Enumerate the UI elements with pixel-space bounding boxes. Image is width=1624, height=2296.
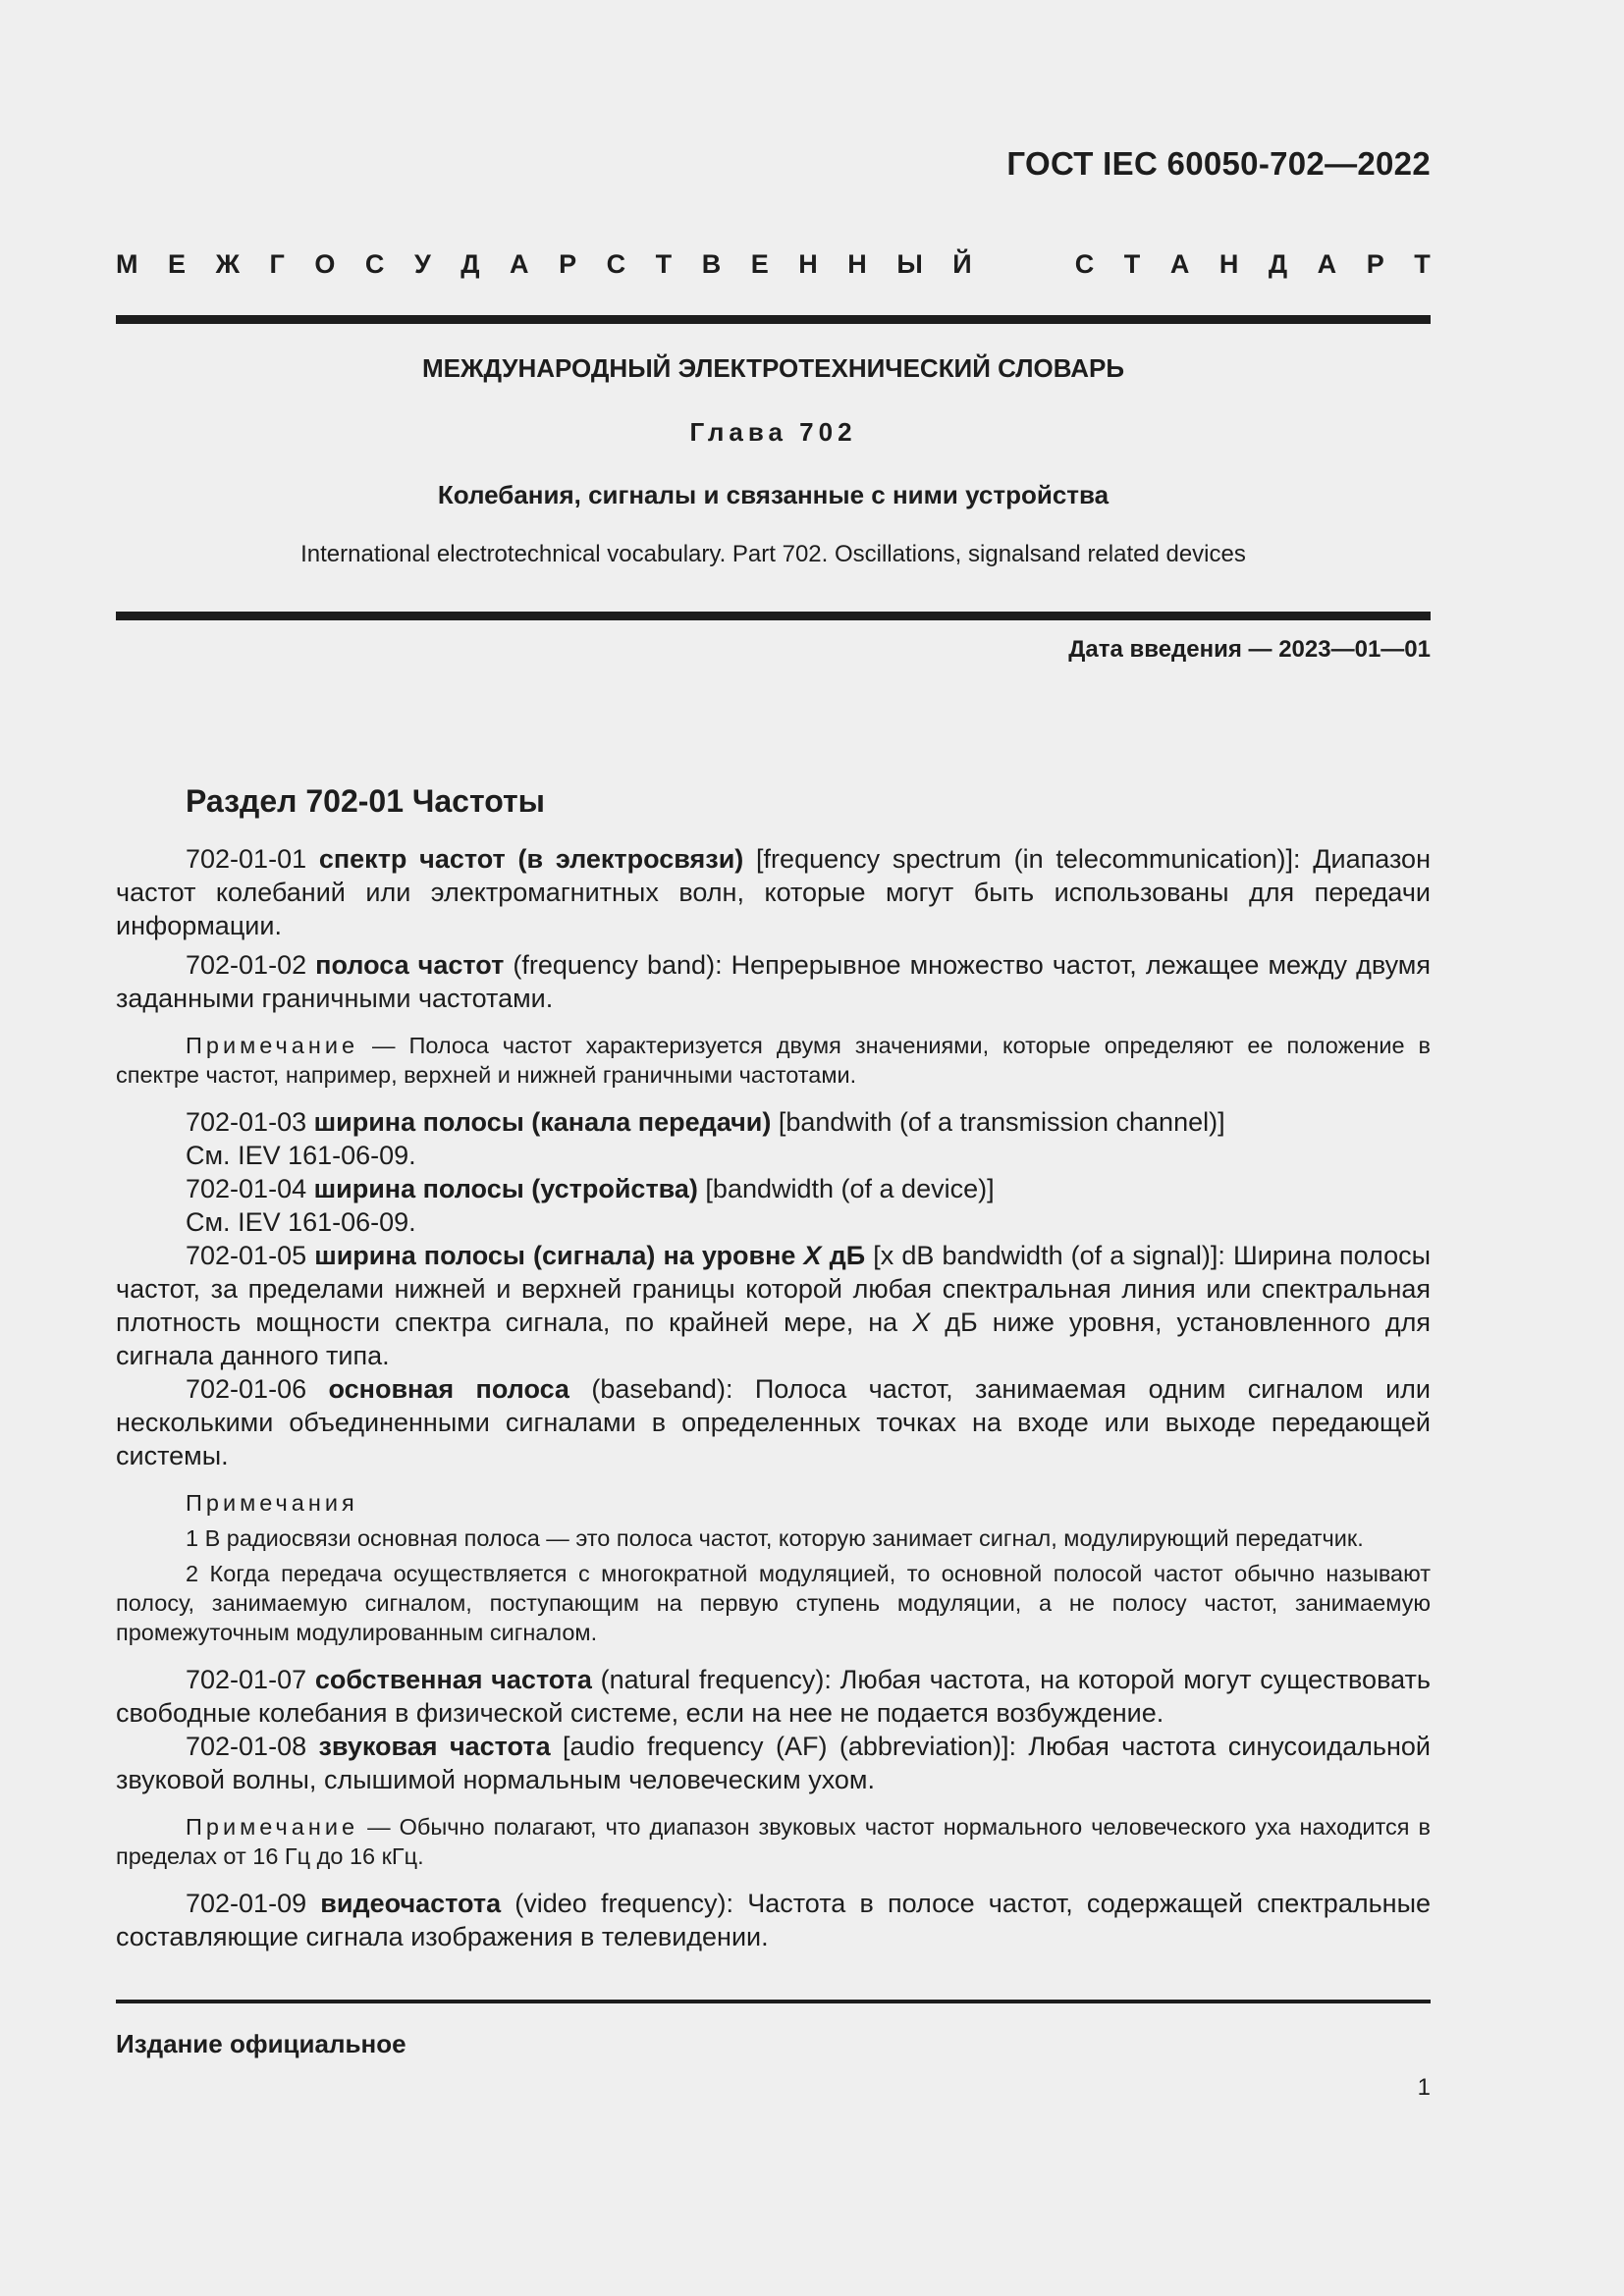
interstate-letter: А [1317,249,1337,279]
interstate-letter: Е [750,249,769,279]
entry-definition: (video frequency): Частота в полосе частот, содержащей спектральные составляющие сигнала изображения в телевидении. [116,1889,1431,1951]
english-title: International electrotechnical vocabulary. Part 702. Oscillations, signalsand related devices [300,541,1246,567]
interstate-letter: Р [1366,249,1384,279]
term-entry [116,1887,1431,1953]
interstate-letter: О [314,249,336,279]
entry-term: собственная частота [314,1665,592,1694]
document-title: МЕЖДУНАРОДНЫЙ ЭЛЕКТРОТЕХНИЧЕСКИЙ СЛОВАРЬ [421,353,1125,383]
entry-definition: (frequency band): Непрерывное множество частот, лежащее между двумя заданными граничными частотами. [116,950,1431,1013]
notes-label: Примечания [186,1490,358,1516]
entry-definition: [bandwidth (of a device)] [697,1174,995,1203]
footer-rule [116,2000,1431,2003]
note-label: Примечание [186,1033,359,1058]
interstate-letter: С [606,249,626,279]
entry-number: 702-01-04 [186,1174,314,1203]
interstate-letter: Ж [215,249,240,279]
entry-definition: дБ ниже уровня, установленного для сигнала данного типа. [116,1308,1431,1370]
document-code: ГОСТ IEC 60050-702—2022 [1006,145,1431,182]
term-entry [116,1730,1431,1796]
note-text: — Обычно полагают, что диапазон звуковых частот нормального человеческого уха находится в пределах от 16 Гц до 16 кГц. [116,1814,1431,1869]
entry-number: 702-01-07 [186,1665,315,1694]
interstate-letter: А [510,249,529,279]
entry-term: видеочастота [320,1889,502,1918]
entry-number: 702-01-06 [186,1374,329,1404]
note-item: 1 В радиосвязи основная полоса — это полоса частот, которую занимает сигнал, модулирующий передатчик. [186,1525,1364,1551]
chapter-label: Глава 702 [689,417,857,447]
entry-number: 702-01-03 [186,1107,314,1137]
word-gap [1001,249,1045,280]
interstate-letter: Р [559,249,577,279]
entry-term: звуковая частота [318,1732,551,1761]
entry-term: основная полоса [328,1374,569,1404]
interstate-letter: Н [798,249,818,279]
interstate-letter: Н [1218,249,1239,279]
interstate-letter: А [1169,249,1190,279]
entry-definition: [x dB bandwidth (of a signal)]: Ширина полосы частот, за пределами нижней и верхней границы которой любая спектральная линия или спектральная плотность мощности спектра сигнала, по крайней мере, на [116,1241,1431,1337]
interstate-standard-banner [116,249,1431,280]
document-subtitle: Колебания, сигналы и связанные с ними устройства [437,480,1110,509]
interstate-letter: В [701,249,722,279]
interstate-letter: М [116,249,138,279]
see-reference: См. IEV 161-06-09. [186,1141,416,1170]
official-edition-label: Издание официальное [116,2029,406,2058]
note-item: 2 Когда передача осуществляется с многократной модуляцией, то основной полосой частот обычно называют полосу, занимаемую сигналом, поступающим на первую ступень модуляции, а не полосу частот, занимаемую промежуточным модулированным сигналом. [116,1561,1431,1645]
interstate-letter: Т [655,249,673,279]
entry-term: ширина полосы (устройства) [313,1174,698,1203]
entry-number: 702-01-09 [186,1889,321,1918]
introduction-date: Дата введения — 2023—01—01 [1068,636,1431,663]
interstate-letter: У [413,249,431,279]
term-part: дБ [821,1241,866,1270]
interstate-letter: Ы [896,249,923,279]
section-heading: Раздел 702-01 Частоты [186,783,545,819]
interstate-letter: Й [952,249,972,279]
interstate-letter: Н [847,249,867,279]
entry-term: полоса частот [315,950,505,980]
top-rule [116,315,1431,324]
interstate-letter: Д [460,249,480,279]
interstate-letter: Г [269,249,285,279]
term-entry [116,1172,1431,1205]
term-entry [116,1663,1431,1730]
term-entry [116,1372,1431,1472]
term-entry [116,1239,1431,1372]
term-entry [116,842,1431,942]
interstate-letter: Д [1268,249,1288,279]
entry-number: 702-01-05 [186,1241,315,1270]
title-bottom-rule [116,612,1431,620]
term-entry [116,1105,1431,1139]
entry-definition: [audio frequency (AF) (abbreviation)]: Любая частота синусоидальной звуковой волны, слышимой нормальным человеческим ухом. [116,1732,1431,1794]
note-text: — Полоса частот характеризуется двумя значениями, которые определяют ее положение в спектре частот, например, верхней и нижней граничными частотами. [116,1033,1431,1088]
entry-term: спектр частот (в электросвязи) [318,844,744,874]
term-variable: X [803,1241,822,1270]
entry-term: ширина полосы (канала передачи) [313,1107,772,1137]
definition-variable: X [912,1308,931,1337]
entry-definition: [bandwith (of a transmission channel)] [771,1107,1225,1137]
interstate-letter: Е [168,249,187,279]
note [116,1031,1431,1090]
term-part: ширина полосы (сигнала) на уровне [314,1241,804,1270]
interstate-letter: С [1074,249,1095,279]
interstate-letter: Т [1414,249,1431,279]
document-body [116,842,1431,1953]
interstate-letter: Т [1123,249,1141,279]
entry-definition: (natural frequency): Любая частота, на которой могут существовать свободные колебания в физической системе, если на нее не подается возбуждение. [116,1665,1431,1728]
note-label: Примечание [186,1814,359,1840]
entry-term [314,1241,865,1270]
note [116,1812,1431,1871]
entry-number: 702-01-02 [186,950,316,980]
interstate-letter: С [364,249,385,279]
entry-number: 702-01-08 [186,1732,319,1761]
entry-definition: [frequency spectrum (in telecommunication)]: Диапазон частот колебаний или электромагнитных волн, которые могут быть использованы для передачи информации. [116,844,1431,940]
see-reference: См. IEV 161-06-09. [186,1207,416,1237]
term-entry [116,948,1431,1015]
entry-definition: (baseband): Полоса частот, занимаемая одним сигналом или несколькими объединенными сигналами в определенных точках на входе или выходе передающей системы. [116,1374,1431,1470]
entry-number: 702-01-01 [186,844,319,874]
page-number: 1 [1417,2074,1431,2101]
